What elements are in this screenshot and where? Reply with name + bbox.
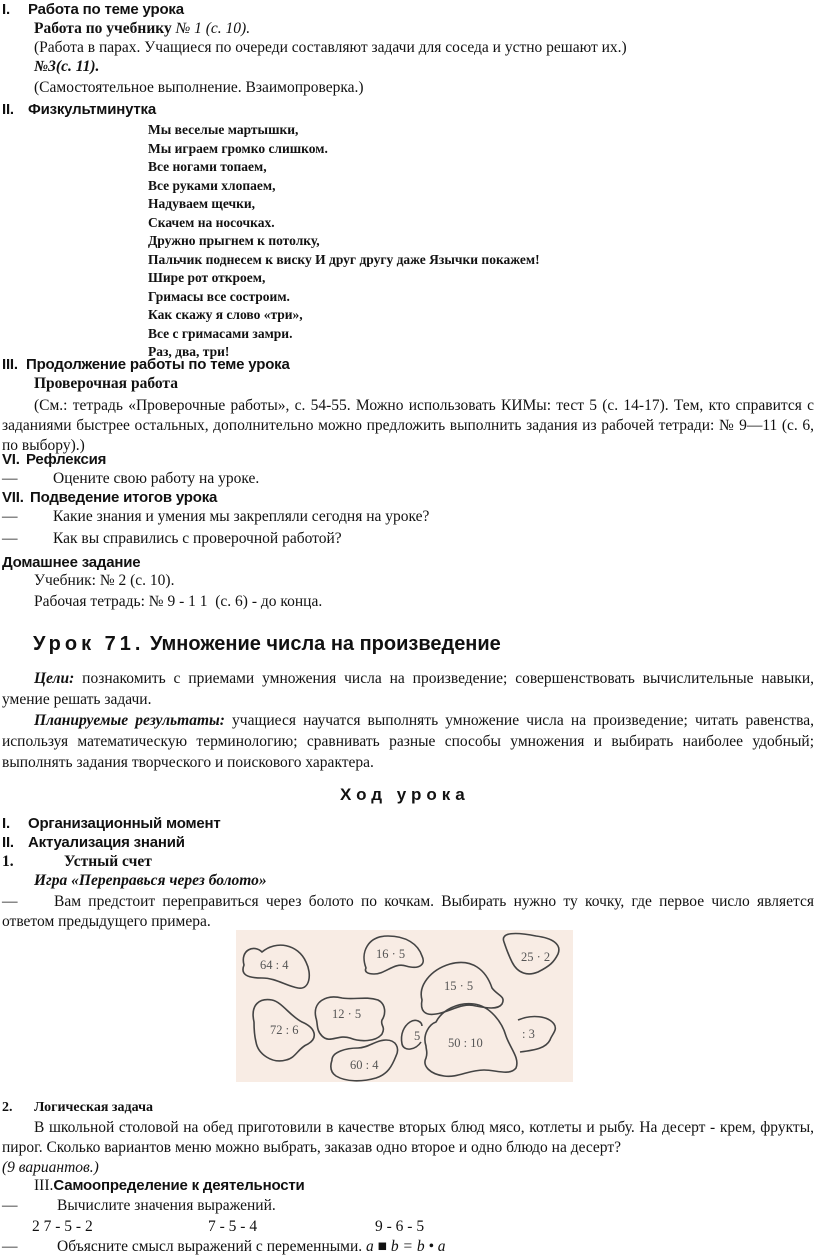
stone-label: 25 · 2 <box>521 950 551 964</box>
logic-task-answer: (9 вариантов.) <box>2 1159 99 1176</box>
dash-bullet: — <box>2 508 18 525</box>
task-reference: № 1 (с. 10). <box>171 20 251 37</box>
dash-bullet: — <box>2 893 18 910</box>
heading-text: Самоопределение к деятельности <box>53 1177 305 1194</box>
lesson-title <box>33 633 501 656</box>
heading-text: Рефлексия <box>26 451 107 468</box>
poem-line: Дружно прыгнем к потолку, <box>148 233 320 248</box>
heading-number: II. <box>2 834 14 851</box>
reflection-item <box>2 470 802 488</box>
summary-item <box>2 530 802 548</box>
heading-text: Физкультминутка <box>28 101 157 118</box>
heading-text: Работа по теме урока <box>28 1 184 18</box>
expression: 9 - 6 - 5 <box>375 1218 425 1235</box>
dash-bullet: — <box>2 1197 18 1214</box>
subheading-text: Устный счет <box>64 853 152 870</box>
explain-task-text: Объясните смысл выражений с переменными. <box>57 1238 363 1255</box>
heading-number: VI. <box>2 451 20 468</box>
heading-text: Подведение итогов урока <box>30 489 218 506</box>
lesson-goals <box>2 668 814 710</box>
calc-task-text: Вычислите значения выражений. <box>57 1197 276 1214</box>
poem-line: Скачем на носочках. <box>148 214 275 230</box>
lesson-number: Урок 71. <box>33 633 145 655</box>
homework-heading: Домашнее задание <box>2 554 141 571</box>
heading-text: Организационный момент <box>28 815 221 832</box>
section-heading-organizational <box>2 815 221 832</box>
task-label: Работа по учебнику <box>34 20 172 37</box>
section-heading-self-determination <box>34 1177 305 1195</box>
task-note: (Работа в парах. Учащиеся по очереди составляют задачи для соседа и устно решают их.) <box>34 39 627 56</box>
logic-task-text <box>2 1118 814 1178</box>
textbook-task-line <box>34 20 250 38</box>
subheading-number: 1. <box>2 853 14 870</box>
section-heading-actualization <box>2 834 185 851</box>
item-text: Оцените свою работу на уроке. <box>53 470 260 487</box>
results-label: Планируемые результаты: <box>34 712 225 729</box>
homework-item: Рабочая тетрадь: № 9 - 1 1 (с. 6) - до конца. <box>34 593 323 610</box>
heading-number: I. <box>2 815 10 832</box>
planned-results <box>2 710 814 773</box>
heading-number: III. <box>34 1177 54 1194</box>
poem-line: Все руками хлопаем, <box>148 177 276 193</box>
poem-line: Надуваем щечки, <box>148 196 256 211</box>
poem-line: Мы веселые мартышки, <box>148 122 299 137</box>
formula: a ■ b = b • a <box>366 1238 446 1255</box>
task2-reference: №3(с. 11). <box>34 58 100 75</box>
subheading-oral-count <box>2 853 152 871</box>
swamp-illustration-svg <box>236 930 573 1082</box>
stone-label: 64 : 4 <box>260 958 289 972</box>
section-heading-reflection <box>2 451 106 468</box>
stone-label: 60 : 4 <box>350 1058 379 1072</box>
heading-text: Продолжение работы по теме урока <box>26 356 290 373</box>
stone-label: 72 : 6 <box>270 1023 299 1037</box>
section-heading-summary <box>2 489 217 506</box>
homework-item: Учебник: № 2 (с. 10). <box>34 572 175 589</box>
heading-number: VII. <box>2 489 24 506</box>
poem-line: Шире рот откроем, <box>148 270 266 285</box>
stone-label: 50 : 10 <box>448 1036 483 1050</box>
dash-bullet: — <box>2 1238 18 1255</box>
explain-task <box>2 1238 802 1256</box>
item-text: Какие знания и умения мы закрепляли сегодня на уроке? <box>53 508 430 525</box>
logic-task-body: В школьной столовой на обед приготовили в качестве вторых блюд мясо, котлеты и рыбу. На десерт - крем, фрукты, пирог. Сколько вариантов меню можно выбрать, заказав одно второе и одно блюдо на десерт? <box>2 1119 814 1156</box>
expression: 7 - 5 - 4 <box>208 1218 258 1235</box>
poem-line: Раз, два, три! <box>148 344 230 359</box>
poem-line: Все с гримасами замри. <box>148 325 293 341</box>
heading-text: Актуализация знаний <box>28 834 185 851</box>
dash-bullet: — <box>2 530 18 547</box>
subheading-text: Логическая задача <box>34 1100 153 1115</box>
poem-line: Гримасы все состроим. <box>148 288 290 304</box>
section-heading-physical-break <box>2 101 156 118</box>
stone-label: 15 · 5 <box>444 979 474 993</box>
course-heading: Ход урока <box>340 785 470 804</box>
game-title: Игра «Переправься через болото» <box>34 872 267 889</box>
goals-text: познакомить с приемами умножения числа на произведение; совершенствовать вычислительные навыки, умение решать задачи. <box>2 670 814 708</box>
results-text: учащиеся научатся выполнять умножение числа на произведение; читать равенства, используя математическую терминологию; сравнивать разные способы умножения и выбирать наиболее удобный; выполнять задания творческого и поискового характера. <box>2 712 814 771</box>
swamp-stones-illustration <box>236 930 573 1082</box>
stone-label: 16 · 5 <box>376 947 406 961</box>
game-instruction <box>2 892 814 932</box>
poem-line: Все ногами топаем, <box>148 159 267 174</box>
dash-bullet: — <box>2 470 18 487</box>
goals-label: Цели: <box>34 670 75 687</box>
item-text: Как вы справились с проверочной работой? <box>53 530 342 547</box>
poem-line: Пальчик поднесем к виску И друг другу даже Язычки покажем! <box>148 251 540 267</box>
task2-note: (Самостоятельное выполнение. Взаимопроверка.) <box>34 79 364 96</box>
section-heading-work-on-topic <box>2 1 184 18</box>
game-instruction-text: Вам предстоит переправиться через болото по кочкам. Выбирать нужно ту кочку, где первое число является ответом предыдущего примера. <box>2 893 814 930</box>
heading-number: I. <box>2 1 10 18</box>
heading-number: III. <box>2 356 18 373</box>
stone-label: 5 <box>414 1029 421 1043</box>
stone-label: : 3 <box>522 1027 535 1041</box>
subheading-number: 2. <box>2 1100 13 1115</box>
heading-number: II. <box>2 101 14 118</box>
calc-task <box>2 1197 802 1215</box>
poem-line: Мы играем громко слишком. <box>148 140 328 156</box>
check-work-subheading: Проверочная работа <box>34 375 178 392</box>
subheading-logic-task <box>2 1100 153 1116</box>
poem-line: Как скажу я слово «три», <box>148 307 303 322</box>
summary-item <box>2 508 802 526</box>
stone-label: 12 · 5 <box>332 1007 362 1021</box>
section-heading-continuation <box>2 356 290 373</box>
poem <box>148 121 540 362</box>
check-work-text: (См.: тетрадь «Проверочные работы», с. 54-55. Можно использовать КИМы: тест 5 (с. 14-17). Тем, кто справится с заданиями быстрее остальных, дополнительно можно предложить выполнить задания из рабочей тетради: № 9—11 (с. 6, по выбору).) <box>2 397 814 454</box>
expression: 2 7 - 5 - 2 <box>32 1218 93 1235</box>
lesson-title-text: Умножение числа на произведение <box>150 633 501 655</box>
